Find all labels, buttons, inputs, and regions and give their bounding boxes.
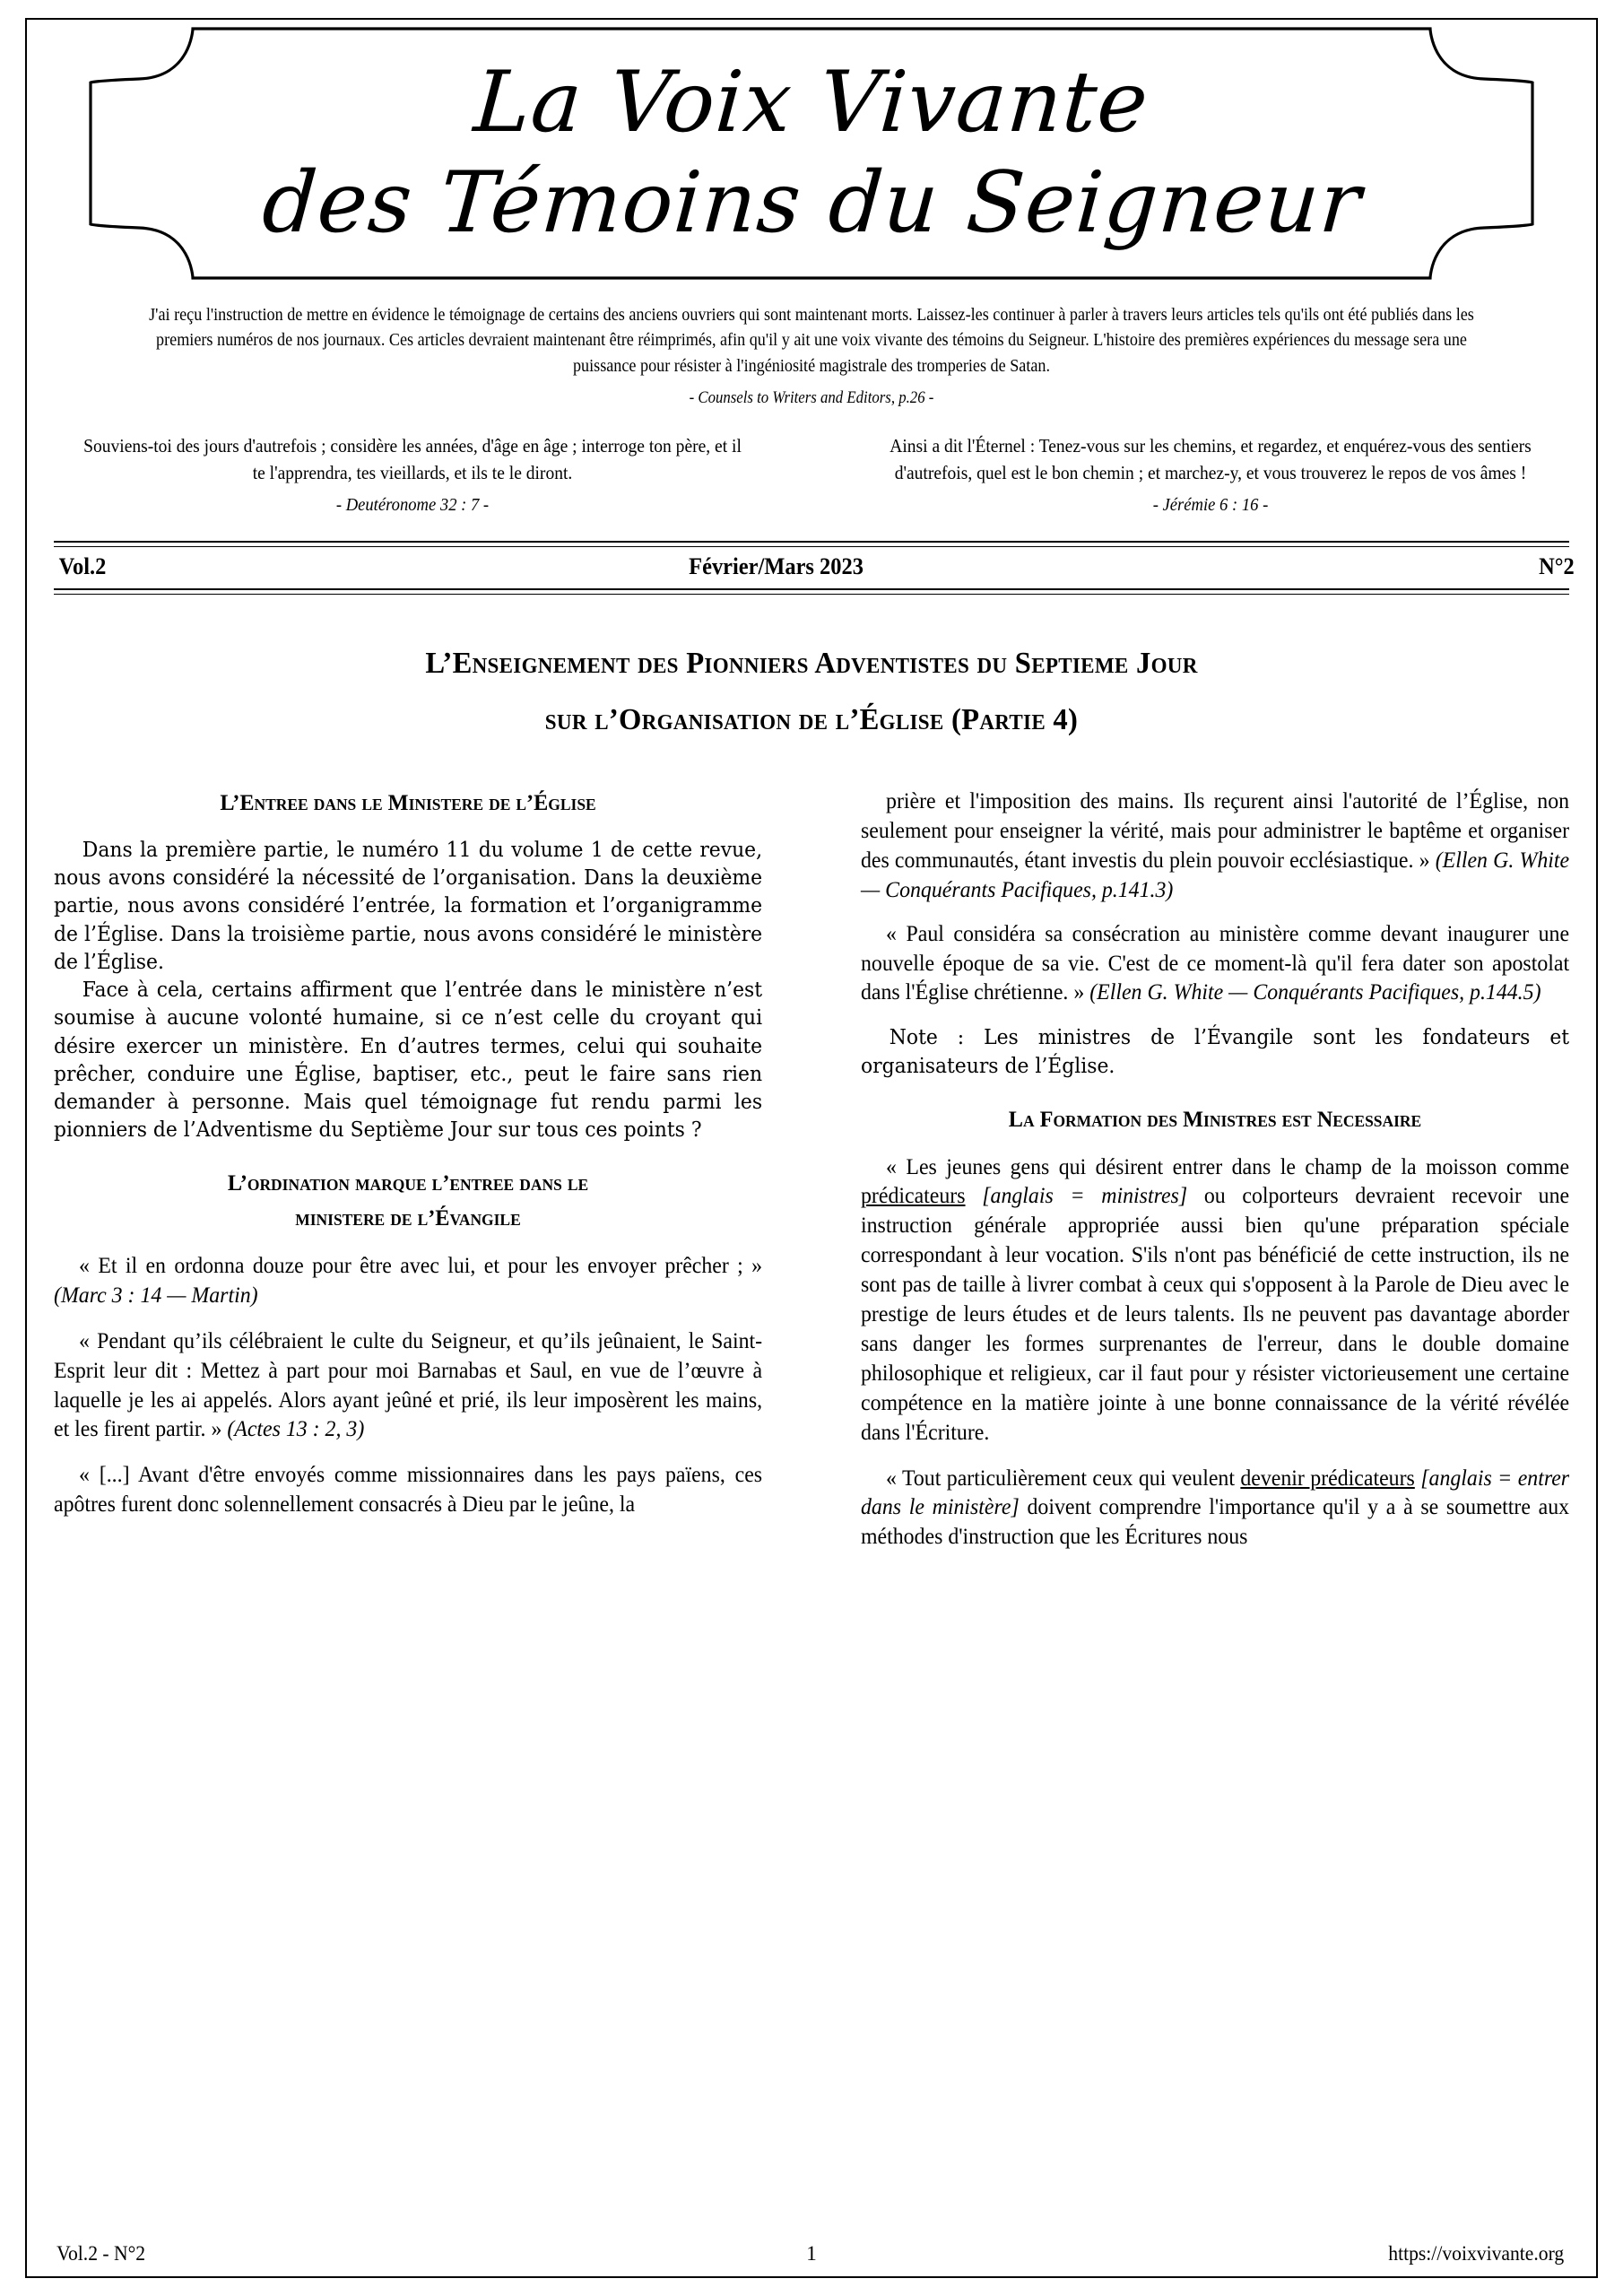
quote-reference: (Marc 3 : 14 — Martin) [54, 1281, 258, 1308]
quote-reference: (Ellen G. White — Conquérants Pacifiques, p.141.3) [861, 846, 1570, 902]
quote-bracket-gloss: [anglais = ministres] [965, 1182, 1188, 1209]
paragraph-note-ministres: Note : Les ministres de l’Évangile sont les fondateurs et organisateurs de l’Église. [861, 1024, 1570, 1078]
footer-volume: Vol.2 - N°2 [56, 2242, 146, 2265]
masthead-title-line1: La Voix Vivante [471, 53, 1152, 152]
quote-bracket-gloss: [anglais = entrer dans le ministère] [861, 1464, 1570, 1520]
quote-underlined-predicateurs: prédicateurs [861, 1182, 966, 1209]
quote-text: « Pendant qu’ils célébraient le culte du Seigneur, et qu’ils jeûnaient, le Saint-Esprit leur dit : Mettez à part pour moi Barnabas et Saul, en vue de l’œuvre à laquelle je les ai appelés. Alors ayant jeûné et prié, ils leur imposèrent les mains, et les firent partir. » [54, 1326, 763, 1442]
page-footer [54, 2242, 1569, 2266]
subheading-ordination-marque [65, 1167, 751, 1237]
footer-website-url[interactable]: https://voixvivante.org [1387, 2242, 1564, 2265]
issue-number: N°2 [1539, 553, 1575, 580]
quote-marc-3-14 [54, 1251, 762, 1310]
quote-text: prière et l'imposition des mains. Ils reçurent ainsi l'autorité de l’Église, non seulement pour enseigner la vérité, mais pour administrer le baptême et organiser des communautés, étant investis du plein pouvoir ecclésiastique. » [861, 787, 1570, 873]
rule-below-volume-bar [54, 588, 1569, 595]
quote-reference: (Actes 13 : 2, 3) [227, 1415, 365, 1442]
headline-line1: L’Enseignement des Pionniers Adventistes du Septieme Jour [425, 647, 1198, 681]
quote-underlined-devenir-predicateurs: devenir prédicateurs [1240, 1464, 1415, 1491]
subheading-line1: L’ordination marque l’entree dans le [227, 1171, 589, 1196]
scripture-text: Souviens-toi des jours d'autrefois ; considère les années, d'âge en âge ; interroge ton père, et il te l'apprendra, tes vieillards, et ils te le diront. [83, 435, 742, 484]
subheading-line2: ministere de l’Évangile [295, 1206, 521, 1231]
volume-label: Vol.2 [58, 553, 107, 580]
quote-text-a: « Tout particulièrement ceux qui veulent [886, 1464, 1241, 1491]
scripture-quote-right [877, 433, 1544, 517]
quote-avant-etre-envoyes: « [...] Avant d'être envoyés comme missionnaires dans les pays païens, ces apôtres furent donc solennellement consacrés à Dieu par le jeûne, la [54, 1461, 763, 1518]
quote-text-b: ou colporteurs devraient recevoir une instruction générale appropriée aussi bien qu'une préparation spéciale correspondant à leur vocation. S'ils n'ont pas bénéficié de cette instruction, ils ne sont pas de taille à livrer combat à ceux qui s'opposent à la Parole de Dieu avec le prestige de leurs études et de leurs talents. Ils ne peuvent pas davantage aborder sans danger les formes surprenantes de l'erreur, dans le double domaine philosophique et religieux, car il faut pour y résister victorieusement une certaine compétence en la matière jointe à une bonne connaissance de la vérité révélée dans l'Écriture. [861, 1182, 1570, 1445]
scripture-quote-left [79, 433, 746, 517]
quote-jeunes-gens [861, 1152, 1569, 1448]
issue-date: Février/Mars 2023 [689, 553, 864, 580]
volume-bar [54, 541, 1575, 595]
scripture-reference: - Jérémie 6 : 16 - [1152, 494, 1269, 515]
scripture-quotes [54, 433, 1569, 517]
subheading-entree-ministere: L’Entree dans le Ministere de l’Église [220, 791, 596, 816]
quote-reference: (Ellen G. White — Conquérants Pacifiques, p.144.5) [1089, 978, 1541, 1005]
paragraph-face-a-cela: Face à cela, certains affirment que l’entrée dans le ministère n’est soumise à aucune volonté humaine, si ce n’est celle du croyant qui désire exercer un ministère. En d’autres termes, celui qui souhaite prêcher, conduire une Église, baptiser, etc., peut le faire sans rien demander à personne. Mais quel témoignage fut rendu parmi les pionniers de l’Adventisme du Septième Jour sur tous ces points ? [54, 977, 763, 1143]
spacer [861, 1080, 1569, 1103]
scripture-reference: - Deutéronome 32 : 7 - [335, 494, 490, 515]
paragraph-intro-parties: Dans la première partie, le numéro 11 du volume 1 de cette revue, nous avons considéré la nécessité de l’organisation. Dans la deuxième partie, nous avons considéré l’entrée, la formation et l’organigramme de l’Église. Dans la troisième partie, nous avons considéré le ministère de l’Église. [54, 836, 763, 974]
masthead-title-line2: des Témoins du Seigneur [258, 154, 1365, 252]
subheading-formation-ministres: La Formation des Ministres est Necessaire [1008, 1107, 1422, 1132]
intro-text: J'ai reçu l'instruction de mettre en évidence le témoignage de certains des anciens ouvriers qui sont maintenant morts. Laissez-les continuer à parler à travers leurs articles tels qu'ils ont été publiés dans les premiers numéros de nos journaux. Ces articles devraient maintenant être réimprimés, afin qu'il y ait une voix vivante des témoins du Seigneur. L'histoire des premières expériences du message sera une puissance pour résister à l'ingéniosité magistrale des tromperies de Satan. [149, 306, 1474, 376]
quote-text-b: doivent comprendre l'importance qu'il y a à se soumettre aux méthodes d'instruction que les Écritures nous [861, 1493, 1570, 1550]
article-headline [140, 636, 1483, 749]
quote-text: « Et il en ordonna douze pour être avec lui, et pour les envoyer prêcher ; » [79, 1251, 763, 1278]
intro-source: - Counsels to Writers and Editors, p.26 - [689, 387, 934, 407]
headline-line2: sur l’Organisation de l’Église (Partie 4) [544, 703, 1079, 737]
left-column [54, 787, 762, 1535]
quote-actes-13 [54, 1326, 762, 1445]
spacer [54, 1144, 762, 1167]
right-column [861, 787, 1569, 1568]
quote-paul-consecration [861, 919, 1569, 1008]
footer-page-number: 1 [806, 2242, 817, 2265]
rule-above-volume-bar [54, 541, 1569, 547]
quote-text-a: « Les jeunes gens qui désirent entrer dans le champ de la moisson comme [886, 1152, 1570, 1179]
intro-statement [140, 303, 1482, 410]
quote-text: « Paul considéra sa consécration au ministère comme devant inaugurer une nouvelle époque de sa vie. C'est de ce moment-là qu'il fera dater son apostolat dans l'Église chrétienne. » [861, 919, 1570, 1005]
quote-conquerants-141 [861, 787, 1569, 905]
article-columns [54, 787, 1569, 1568]
masthead [85, 23, 1538, 283]
scripture-text: Ainsi a dit l'Éternel : Tenez-vous sur les chemins, et regardez, et enquérez-vous des sentiers d'autrefois, quel est le bon chemin ; et marchez-y, et vous trouverez le repos de vos âmes ! [890, 435, 1532, 484]
quote-tout-particulierement [861, 1464, 1569, 1552]
